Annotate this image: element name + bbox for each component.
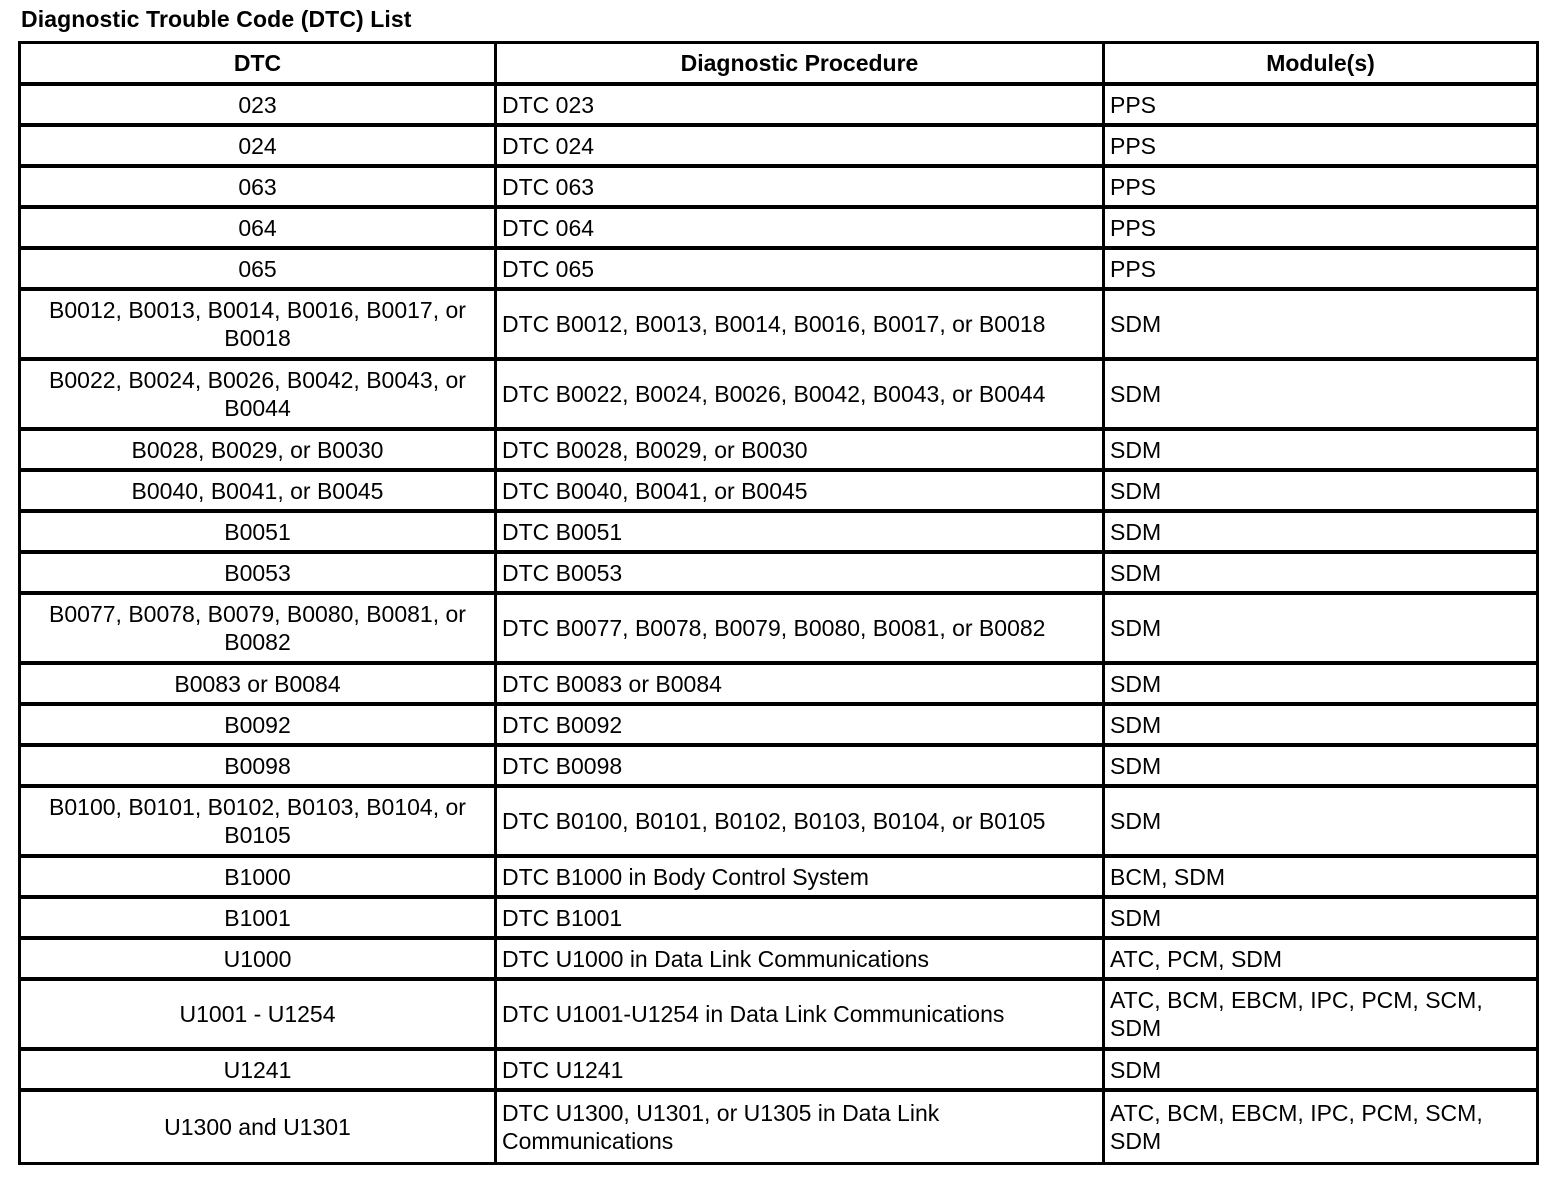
header-diagnostic-procedure: Diagnostic Procedure bbox=[497, 44, 1105, 86]
dtc-cell: B0083 or B0084 bbox=[21, 665, 497, 706]
table-row bbox=[21, 86, 1536, 127]
dtc-cell: B0040, B0041, or B0045 bbox=[21, 472, 497, 513]
modules-cell: PPS bbox=[1105, 127, 1536, 168]
modules-cell: PPS bbox=[1105, 209, 1536, 250]
dtc-cell: U1241 bbox=[21, 1051, 497, 1092]
dtc-cell: B0051 bbox=[21, 513, 497, 554]
modules-cell: SDM bbox=[1105, 1051, 1536, 1092]
procedure-cell: DTC B0040, B0041, or B0045 bbox=[497, 472, 1105, 513]
modules-cell: ATC, BCM, EBCM, IPC, PCM, SCM, SDM bbox=[1110, 1100, 1483, 1154]
modules-cell: PPS bbox=[1105, 168, 1536, 209]
procedure-cell: DTC U1300, U1301, or U1305 in Data Link Communications bbox=[497, 1092, 1105, 1162]
table-row bbox=[21, 209, 1536, 250]
modules-cell: SDM bbox=[1105, 554, 1536, 595]
table-header-row bbox=[21, 44, 1536, 86]
modules-cell: SDM bbox=[1105, 431, 1536, 472]
modules-cell: PPS bbox=[1105, 86, 1536, 127]
procedure-cell: DTC 065 bbox=[497, 250, 1105, 291]
table-row bbox=[21, 554, 1536, 595]
modules-cell: SDM bbox=[1105, 706, 1536, 747]
procedure-cell: DTC 063 bbox=[497, 168, 1105, 209]
table-row bbox=[21, 250, 1536, 291]
modules-cell: SDM bbox=[1105, 665, 1536, 706]
modules-cell: SDM bbox=[1105, 513, 1536, 554]
dtc-cell: B0100, B0101, B0102, B0103, B0104, or B0105 bbox=[21, 788, 497, 858]
dtc-cell: B1001 bbox=[21, 899, 497, 940]
dtc-table bbox=[18, 41, 1539, 1165]
procedure-cell: DTC 023 bbox=[497, 86, 1105, 127]
modules-cell: PPS bbox=[1105, 250, 1536, 291]
procedure-cell: DTC U1001-U1254 in Data Link Communications bbox=[497, 981, 1105, 1051]
table-row bbox=[21, 981, 1536, 1051]
modules-cell: SDM bbox=[1105, 747, 1536, 788]
dtc-cell: 063 bbox=[21, 168, 497, 209]
table-row bbox=[21, 595, 1536, 665]
modules-cell: BCM, SDM bbox=[1105, 858, 1536, 899]
modules-cell: SDM bbox=[1105, 899, 1536, 940]
dtc-cell: U1000 bbox=[21, 940, 497, 981]
modules-cell: SDM bbox=[1105, 291, 1536, 361]
table-row bbox=[21, 168, 1536, 209]
procedure-cell: DTC B0028, B0029, or B0030 bbox=[497, 431, 1105, 472]
header-dtc: DTC bbox=[21, 44, 497, 86]
procedure-cell: DTC B0012, B0013, B0014, B0016, B0017, or B0018 bbox=[497, 291, 1105, 361]
modules-cell: SDM bbox=[1105, 595, 1536, 665]
table-row bbox=[21, 788, 1536, 858]
procedure-cell: DTC B0051 bbox=[497, 513, 1105, 554]
dtc-cell: B0022, B0024, B0026, B0042, B0043, or B0044 bbox=[21, 361, 497, 431]
dtc-cell: U1300 and U1301 bbox=[21, 1092, 497, 1162]
table-row bbox=[21, 1051, 1536, 1092]
table-row bbox=[21, 706, 1536, 747]
dtc-cell: B0098 bbox=[21, 747, 497, 788]
procedure-cell: DTC B0092 bbox=[497, 706, 1105, 747]
modules-cell: ATC, BCM, EBCM, IPC, PCM, SCM, SDM bbox=[1105, 981, 1536, 1051]
table-row bbox=[21, 291, 1536, 361]
header-modules: Module(s) bbox=[1105, 44, 1536, 86]
table-row bbox=[21, 431, 1536, 472]
table-row bbox=[21, 665, 1536, 706]
table-row bbox=[21, 472, 1536, 513]
procedure-cell: DTC B0022, B0024, B0026, B0042, B0043, or B0044 bbox=[497, 361, 1105, 431]
procedure-cell: DTC B0053 bbox=[497, 554, 1105, 595]
modules-cell: SDM bbox=[1105, 472, 1536, 513]
modules-cell: ATC, PCM, SDM bbox=[1105, 940, 1536, 981]
dtc-cell: 065 bbox=[21, 250, 497, 291]
dtc-cell: B1000 bbox=[21, 858, 497, 899]
table-row bbox=[21, 747, 1536, 788]
dtc-cell: B0077, B0078, B0079, B0080, B0081, or B0082 bbox=[21, 595, 497, 665]
modules-cell: SDM bbox=[1105, 361, 1536, 431]
table-row bbox=[21, 127, 1536, 168]
modules-cell: SDM bbox=[1105, 788, 1536, 858]
document-title: Diagnostic Trouble Code (DTC) List bbox=[21, 6, 412, 32]
procedure-cell: DTC 064 bbox=[497, 209, 1105, 250]
table-row bbox=[21, 940, 1536, 981]
procedure-cell: DTC 024 bbox=[497, 127, 1105, 168]
dtc-cell: B0028, B0029, or B0030 bbox=[21, 431, 497, 472]
table-row bbox=[21, 361, 1536, 431]
procedure-cell: DTC B0100, B0101, B0102, B0103, B0104, or B0105 bbox=[497, 788, 1105, 858]
dtc-cell: B0012, B0013, B0014, B0016, B0017, or B0018 bbox=[21, 291, 497, 361]
table-row bbox=[21, 858, 1536, 899]
dtc-cell: B0092 bbox=[21, 706, 497, 747]
dtc-cell: B0053 bbox=[21, 554, 497, 595]
dtc-cell: 023 bbox=[21, 86, 497, 127]
procedure-cell: DTC B0083 or B0084 bbox=[497, 665, 1105, 706]
dtc-cell: U1001 - U1254 bbox=[21, 981, 497, 1051]
table-row bbox=[21, 1092, 1536, 1162]
procedure-cell: DTC U1241 bbox=[497, 1051, 1105, 1092]
procedure-cell: DTC U1000 in Data Link Communications bbox=[497, 940, 1105, 981]
dtc-cell: 024 bbox=[21, 127, 497, 168]
procedure-cell: DTC B1001 bbox=[497, 899, 1105, 940]
procedure-cell: DTC B0077, B0078, B0079, B0080, B0081, or B0082 bbox=[497, 595, 1105, 665]
table-row bbox=[21, 899, 1536, 940]
procedure-cell: DTC B1000 in Body Control System bbox=[497, 858, 1105, 899]
table-row bbox=[21, 513, 1536, 554]
procedure-cell: DTC B0098 bbox=[497, 747, 1105, 788]
dtc-cell: 064 bbox=[21, 209, 497, 250]
